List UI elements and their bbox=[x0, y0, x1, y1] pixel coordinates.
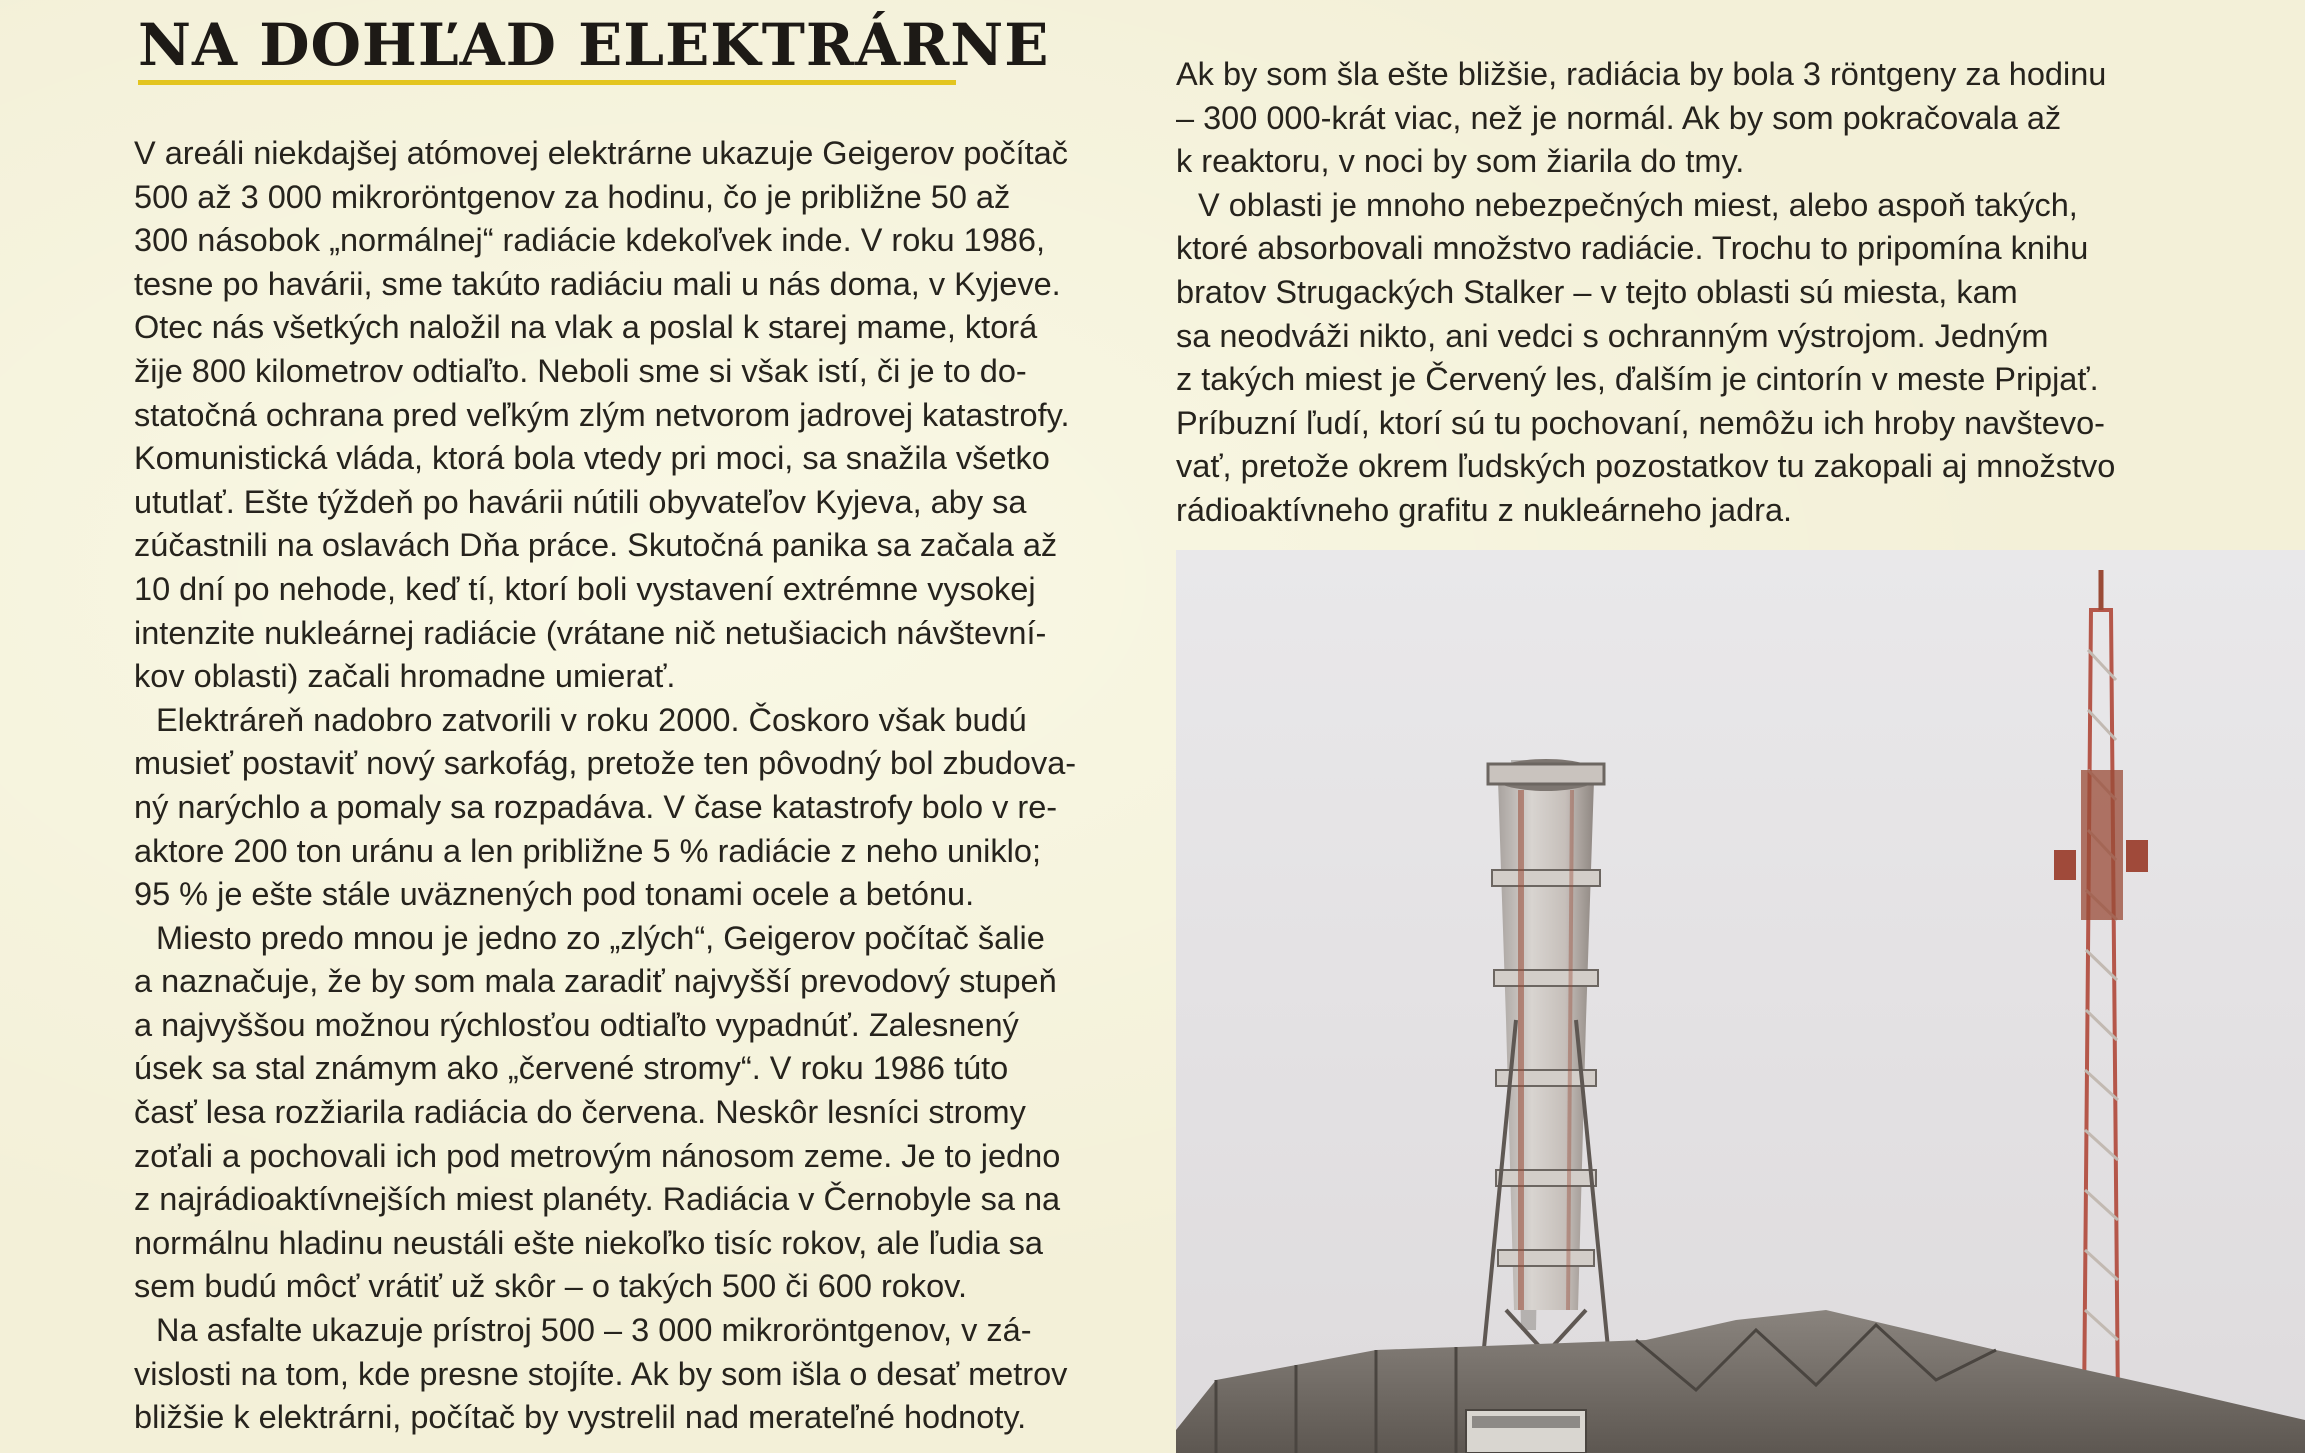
right-column bbox=[1176, 53, 2196, 533]
paragraph: Na asfalte ukazuje prístroj 500 – 3 000 mikroröntgenov, v zá- vislosti na tom, kde presne stojíte. Ak by som išla o desať metrov bližšie k elektrárni, počítač by vystrelil nad merateľné hodnoty. bbox=[134, 1312, 1068, 1436]
paragraph: V oblasti je mnoho nebezpečných miest, alebo aspoň takých, ktoré absorbovali množstvo radiácie. Trochu to pripomína knihu bratov Strugackých Stalker – v tejto oblasti sú miesta, kam sa neodváži nikto, ani vedci s ochranným výstrojom. Jedným z takých miest je Červený les, ďalším je cintorín v meste Pripjať. Príbuzní ľudí, ktorí sú tu pochovaní, nemôžu ich hroby navštevo- vať, pretože okrem ľudských pozostatkov tu zakopali aj množstvo rádioaktívneho grafitu z nukleárneho jadra. bbox=[1176, 186, 2116, 528]
article-title: NA DOHĽAD ELEKTRÁRNE bbox=[138, 11, 1050, 79]
chernobyl-plant-photo bbox=[1176, 550, 2305, 1453]
paragraph: V areáli niekdajšej atómovej elektrárne ukazuje Geigerov počítač 500 až 3 000 mikroröntgenov za hodinu, čo je približne 50 až 300 násobok „normálnej“ radiácie kdekoľvek inde. V roku 1986, tesne po havárii, sme takúto radiáciu mali u nás doma, v Kyjeve. Otec nás všetkých naložil na vlak a poslal k starej mame, ktorá žije 800 kilometrov odtiaľto. Neboli sme si však istí, či je to do- statočná ochrana pred veľkým zlým netvorom jadrovej katastrofy. Komunistická vláda, ktorá bola vtedy pri moci, sa snažila všetko ututlať. Ešte týždeň po havárii nútili obyvateľov Kyjeva, aby sa zúčastnili na oslavách Dňa práce. Skutočná panika sa začala až 10 dní po nehode, keď tí, ktorí boli vystavení extrémne vysokej intenzite nukleárnej radiácie (vrátane nič netušiacich návštevní- kov oblasti) začali hromadne umierať. bbox=[134, 135, 1070, 695]
paragraph: Elektráreň nadobro zatvorili v roku 2000. Čoskoro však budú musieť postaviť nový sarkofág, pretože ten pôvodný bol zbudova- ný narýchlo a pomaly sa rozpadáva. V čase katastrofy bolo v re- aktore 200 ton uránu a len približne 5 % radiácie z neho uniklo; 95 % je ešte stále uväznených pod tonami ocele a betónu. bbox=[134, 701, 1077, 913]
left-column bbox=[134, 132, 1144, 1440]
paragraph: Ak by som šla ešte bližšie, radiácia by bola 3 röntgeny za hodinu – 300 000-krát viac, než je normál. Ak by som pokračovala až k reaktoru, v noci by som žiarila do tmy. bbox=[1176, 56, 2107, 180]
paragraph: Miesto predo mnou je jedno zo „zlých“, Geigerov počítač šalie a naznačuje, že by som mala zaradiť najvyšší prevodový stupeň a najvyššou možnou rýchlosťou odtiaľto vypadnúť. Zalesnený úsek sa stal známym ako „červené stromy“. V roku 1986 túto časť lesa rozžiarila radiácia do červena. Neskôr lesníci stromy zoťali a pochovali ich pod metrovým nánosom zeme. Je to jedno z najrádioaktívnejších miest planéty. Radiácia v Černobyle sa na normálnu hladinu neustáli ešte niekoľko tisíc rokov, ale ľudia sa sem budú môcť vrátiť už skôr – o takých 500 či 600 rokov. bbox=[134, 919, 1061, 1305]
title-underline bbox=[138, 80, 956, 85]
